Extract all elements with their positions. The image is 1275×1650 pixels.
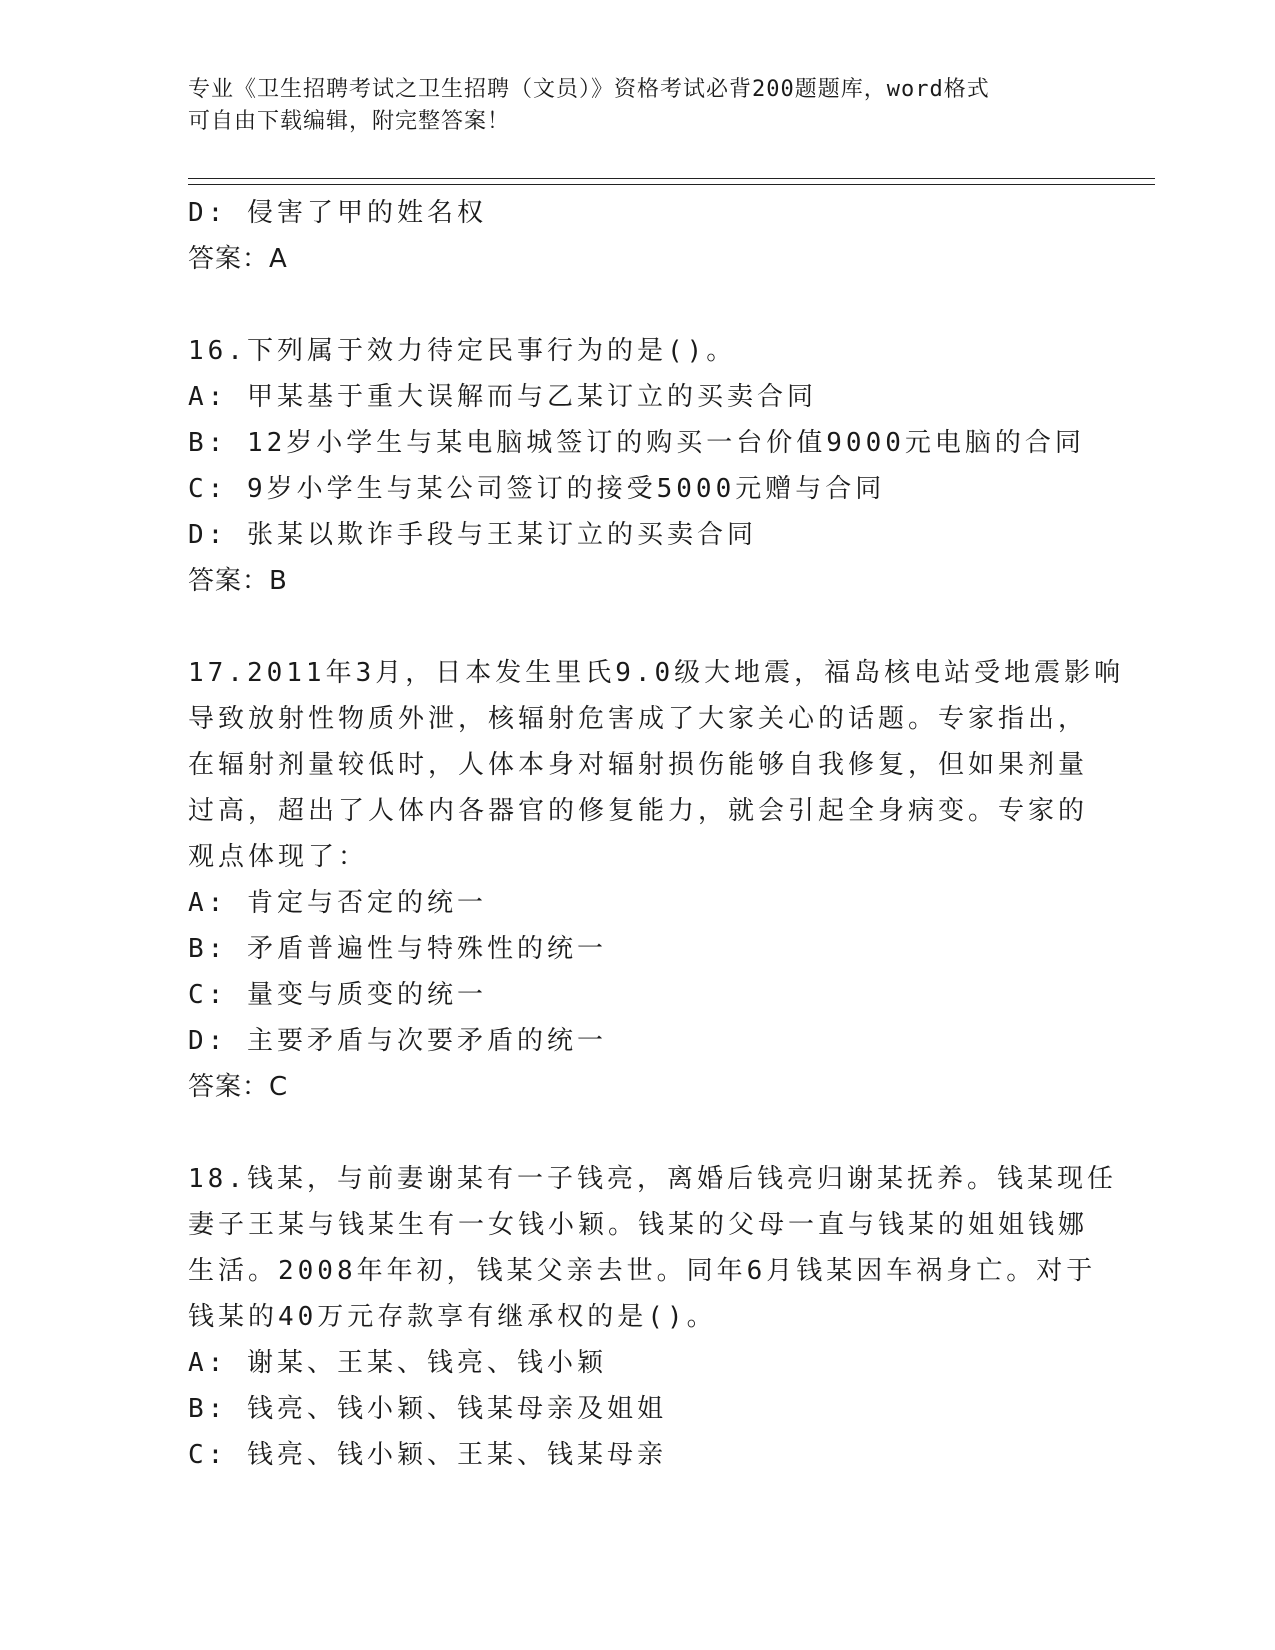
- option-b: B: 矛盾普遍性与特殊性的统一: [188, 934, 607, 964]
- previous-question-tail: [188, 190, 1088, 282]
- option-b: B: 12岁小学生与某电脑城签订的购买一台价值9000元电脑的合同: [188, 428, 1085, 458]
- spacer: [188, 604, 1088, 650]
- question-16: [188, 328, 1088, 604]
- header-line-2: 可自由下载编辑，附完整答案！: [188, 109, 511, 134]
- question-stem-line: 观点体现了：: [188, 842, 369, 872]
- option-b: B: 钱亮、钱小颖、钱某母亲及姐姐: [188, 1394, 667, 1424]
- option-d: D: 张某以欺诈手段与王某订立的买卖合同: [188, 520, 757, 550]
- option-c: C: 9岁小学生与某公司签订的接受5000元赠与合同: [188, 474, 886, 504]
- spacer: [188, 282, 1088, 328]
- header-divider: [188, 178, 1155, 185]
- option-a: A: 肯定与否定的统一: [188, 888, 487, 918]
- question-stem-line: 妻子王某与钱某生有一女钱小颖。钱某的父母一直与钱某的姐姐钱娜: [188, 1210, 1089, 1240]
- answer: 答案：C: [188, 1072, 289, 1102]
- answer: 答案：A: [188, 244, 288, 274]
- question-stem: 16.下列属于效力待定民事行为的是()。: [188, 336, 737, 366]
- option-c: C: 钱亮、钱小颖、王某、钱某母亲: [188, 1440, 667, 1470]
- question-stem-line: 生活。2008年年初，钱某父亲去世。同年6月钱某因车祸身亡。对于: [188, 1256, 1097, 1286]
- question-stem-line: 17.2011年3月，日本发生里氏9.0级大地震，福岛核电站受地震影响: [188, 658, 1125, 688]
- option-d: D: 侵害了甲的姓名权: [188, 198, 487, 228]
- question-stem-line: 导致放射性物质外泄，核辐射危害成了大家关心的话题。专家指出，: [188, 704, 1089, 734]
- question-stem-line: 18.钱某，与前妻谢某有一子钱亮，离婚后钱亮归谢某抚养。钱某现任: [188, 1164, 1117, 1194]
- question-18: [188, 1156, 1117, 1478]
- question-stem-line: 在辐射剂量较低时，人体本身对辐射损伤能够自我修复，但如果剂量: [188, 750, 1089, 780]
- document-body: [188, 190, 1125, 1478]
- option-d: D: 主要矛盾与次要矛盾的统一: [188, 1026, 607, 1056]
- answer: 答案：B: [188, 566, 288, 596]
- question-17: [188, 650, 1125, 1110]
- document-header: [188, 74, 1088, 138]
- question-stem-line: 钱某的40万元存款享有继承权的是()。: [188, 1302, 717, 1332]
- option-c: C: 量变与质变的统一: [188, 980, 487, 1010]
- option-a: A: 甲某基于重大误解而与乙某订立的买卖合同: [188, 382, 817, 412]
- header-line-1: 专业《卫生招聘考试之卫生招聘（文员）》资格考试必背200题题库，word格式: [188, 77, 990, 102]
- option-a: A: 谢某、王某、钱亮、钱小颖: [188, 1348, 607, 1378]
- question-stem-line: 过高，超出了人体内各器官的修复能力，就会引起全身病变。专家的: [188, 796, 1089, 826]
- spacer: [188, 1110, 1088, 1156]
